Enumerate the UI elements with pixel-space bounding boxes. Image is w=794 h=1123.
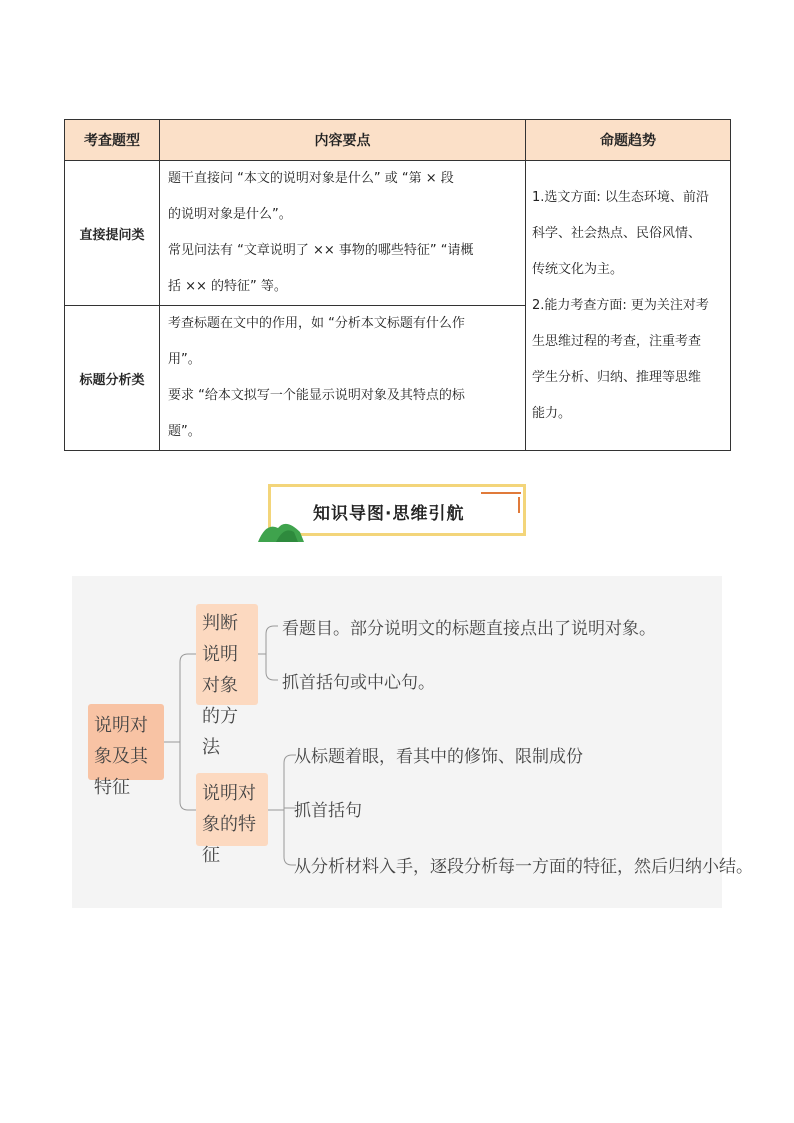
exam-type-table <box>64 119 731 451</box>
mind-map <box>72 576 753 908</box>
mind-map-leaf: 从分析材料入手，逐段分析每一方面的特征，然后归纳小结。 <box>294 857 753 877</box>
header-content: 内容要点 <box>160 120 526 161</box>
content-line: 用”。 <box>168 352 201 367</box>
mind-map-leaf: 抓首括句或中心句。 <box>282 673 435 693</box>
content-line: 的说明对象是什么”。 <box>168 207 292 222</box>
trend-line: 1.选文方面: 以生态环境、前沿 <box>532 189 709 205</box>
section-banner <box>268 484 526 536</box>
banner-decoration <box>481 492 521 494</box>
content-line: 题干直接问 “本文的说明对象是什么” 或 “第 × 段 <box>168 171 454 186</box>
mind-map-root: 说明对象及其特征 <box>88 704 164 780</box>
mind-map-leaf: 抓首括句 <box>294 801 362 821</box>
trend-line: 生思维过程的考查，注重考查 <box>532 333 702 349</box>
hill-icon <box>258 518 304 542</box>
banner-title: 知识导图·思维引航 <box>313 504 465 524</box>
mind-map-branch: 判断说明对象的方法 <box>196 604 258 705</box>
table-row <box>65 161 731 306</box>
table-header-row <box>65 120 731 161</box>
content-line: 题”。 <box>168 424 201 439</box>
mind-map-leaf: 从标题着眼，看其中的修饰、限制成份 <box>294 747 583 767</box>
trend-cell <box>526 161 731 451</box>
banner-decoration <box>518 497 520 513</box>
row-content <box>160 161 526 306</box>
header-trend: 命题趋势 <box>526 120 731 161</box>
row-type: 标题分析类 <box>65 306 160 451</box>
trend-line: 能力。 <box>532 405 572 421</box>
mind-map-branch: 说明对象的特征 <box>196 773 268 846</box>
header-type: 考查题型 <box>65 120 160 161</box>
trend-line: 传统文化为主。 <box>532 261 624 277</box>
content-line: 常见问法有 “文章说明了 ×× 事物的哪些特征” “请概 <box>168 243 474 258</box>
trend-line: 学生分析、归纳、推理等思维 <box>532 369 702 385</box>
row-type: 直接提问类 <box>65 161 160 306</box>
trend-line: 2.能力考查方面: 更为关注对考 <box>532 297 709 313</box>
trend-line: 科学、社会热点、民俗风情、 <box>532 225 702 241</box>
content-line: 考查标题在文中的作用，如 “分析本文标题有什么作 <box>168 316 465 331</box>
content-line: 括 ×× 的特征” 等。 <box>168 279 287 294</box>
mind-map-leaf: 看题目。部分说明文的标题直接点出了说明对象。 <box>282 619 656 639</box>
content-line: 要求 “给本文拟写一个能显示说明对象及其特点的标 <box>168 388 465 403</box>
row-content <box>160 306 526 451</box>
